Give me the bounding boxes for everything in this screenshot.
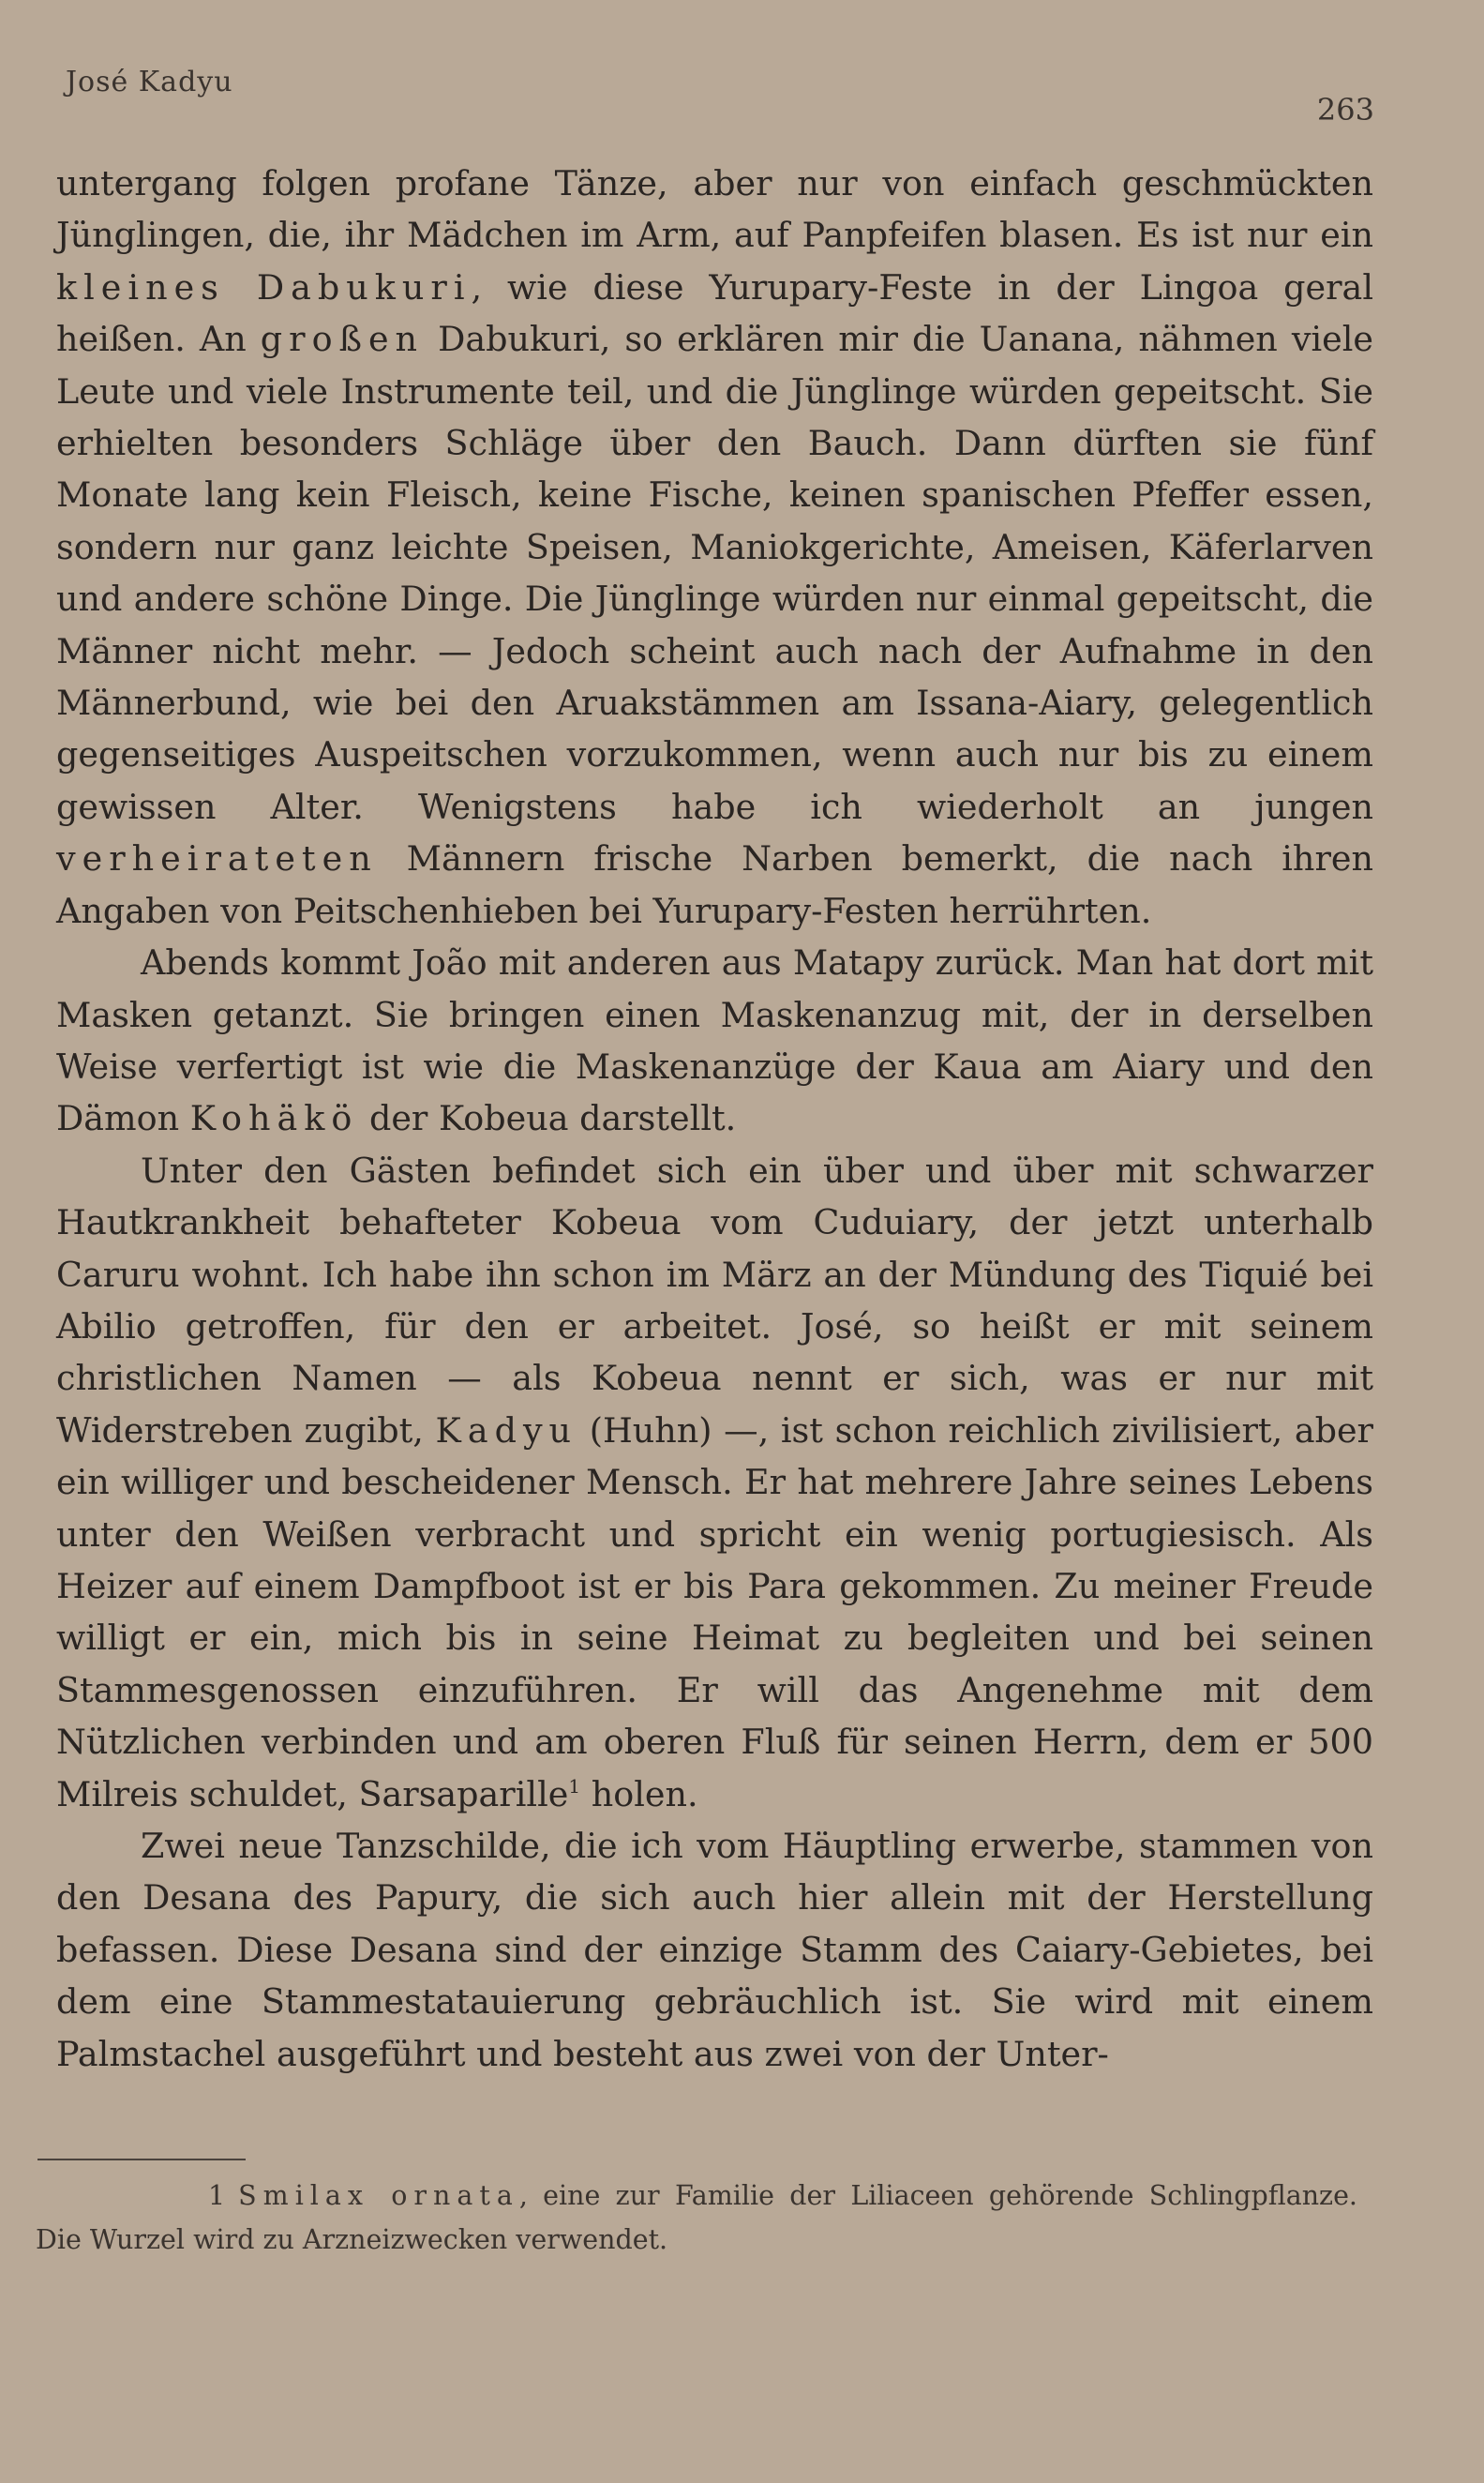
body-text bbox=[56, 158, 1373, 2080]
text-segment: der Kobeua darstellt. bbox=[358, 1098, 737, 1139]
footnote-term: Smilax ornata bbox=[238, 2180, 519, 2211]
footnote-divider bbox=[37, 2159, 246, 2160]
emphasized-text: kleines Dabukuri bbox=[56, 266, 472, 308]
paragraph bbox=[56, 1145, 1373, 1820]
text-segment: untergang folgen profane Tänze, aber nur von einfach geschmückten Jünglingen, die, ihr Mädchen im Arm, auf Panpfeifen blasen. Es ist nur ein bbox=[56, 163, 1373, 256]
running-head: José Kadyu bbox=[66, 66, 233, 98]
paragraph bbox=[56, 158, 1373, 937]
page-number: 263 bbox=[1316, 92, 1374, 128]
text-segment: Abends kommt João mit anderen aus Matapy zurück. Man hat dort mit Masken getanzt. Sie bringen einen Maskenanzug mit, der in derselben Weise verfertigt ist wie die Maskenanzüge der Kaua am Aiary und den Dämon bbox=[56, 942, 1373, 1139]
emphasized-text: Kohäkö bbox=[189, 1098, 359, 1139]
emphasized-text: verheirateten bbox=[56, 838, 378, 880]
text-segment: Männern frische Narben bemerkt, die nach ihren Angaben von Peitschenhieben bei Yurupary-Festen herrührten. bbox=[56, 838, 1373, 931]
footnote-marker: 1 bbox=[568, 1774, 581, 1798]
footnote bbox=[36, 2174, 1357, 2262]
text-segment: holen. bbox=[580, 1773, 698, 1814]
emphasized-text: Kadyu bbox=[435, 1409, 578, 1451]
footnotes bbox=[36, 2174, 1357, 2262]
text-segment: (Huhn) —, ist schon reichlich zivilisiert, aber ein williger und bescheidener Mensch. Er hat mehrere Jahre seines Lebens unter den Weißen verbracht und spricht ein wenig portugiesisch. Als Heizer auf einem Dampfboot ist er bis Para gekommen. Zu meiner Freude willigt er ein, mich bis in seine Heimat zu begleiten und bei seinen Stammesgenossen einzuführen. Er will das Angenehme mit dem Nützlichen verbinden und am oberen Fluß für seinen Herrn, dem er 500 Milreis schuldet, Sarsaparille bbox=[56, 1409, 1373, 1814]
text-segment: Zwei neue Tanzschilde, die ich vom Häuptling erwerbe, stammen von den Desana des Papury, die sich auch hier allein mit der Herstellung befassen. Diese Desana sind der einzige Stamm des Caiary-Gebietes, bei dem eine Stammestatauierung gebräuchlich ist. Sie wird mit einem Palmstachel ausgeführt und besteht aus zwei von der Unter- bbox=[56, 1826, 1373, 2074]
emphasized-text: großen bbox=[260, 319, 425, 360]
text-segment: , wie diese Yurupary-Feste in der Lingoa geral heißen. An bbox=[56, 266, 1373, 360]
text-segment: Dabukuri, so erklären mir die Uanana, nähmen viele Leute und viele Instrumente teil, und die Jünglinge würden gepeitscht. Sie erhielten besonders Schläge über den Bauch. Dann dürften sie fünf Monate lang kein Fleisch, keine Fische, keinen spanischen Pfeffer essen, sondern nur ganz leichte Speisen, Maniokgerichte, Ameisen, Käferlarven und andere schöne Dinge. Die Jünglinge würden nur einmal gepeitscht, die Männer nicht mehr. — Jedoch scheint auch nach der Aufnahme in den Männerbund, wie bei den Aruakstämmen am Issana-Aiary, gelegentlich gegenseitiges Auspeitschen vorzukommen, wenn auch nur bis zu einem gewissen Alter. Wenigstens habe ich wiederholt an jungen bbox=[56, 319, 1373, 827]
paragraph bbox=[56, 1820, 1373, 2080]
paragraph bbox=[56, 937, 1373, 1145]
footnote-text: , eine zur Familie der Liliaceen gehörende Schlingpflanze. Die Wurzel wird zu Arzneizwecken verwendet. bbox=[36, 2180, 1357, 2255]
footnote-number: 1 bbox=[208, 2180, 226, 2211]
text-segment: Unter den Gästen befindet sich ein über und über mit schwarzer Hautkrankheit behafteter Kobeua vom Cuduiary, der jetzt unterhalb Caruru wohnt. Ich habe ihn schon im März an der Mündung des Tiquié bei Abilio getroffen, für den er arbeitet. José, so heißt er mit seinem christlichen Namen — als Kobeua nennt er sich, was er nur mit Widerstreben zugibt, bbox=[56, 1150, 1373, 1451]
